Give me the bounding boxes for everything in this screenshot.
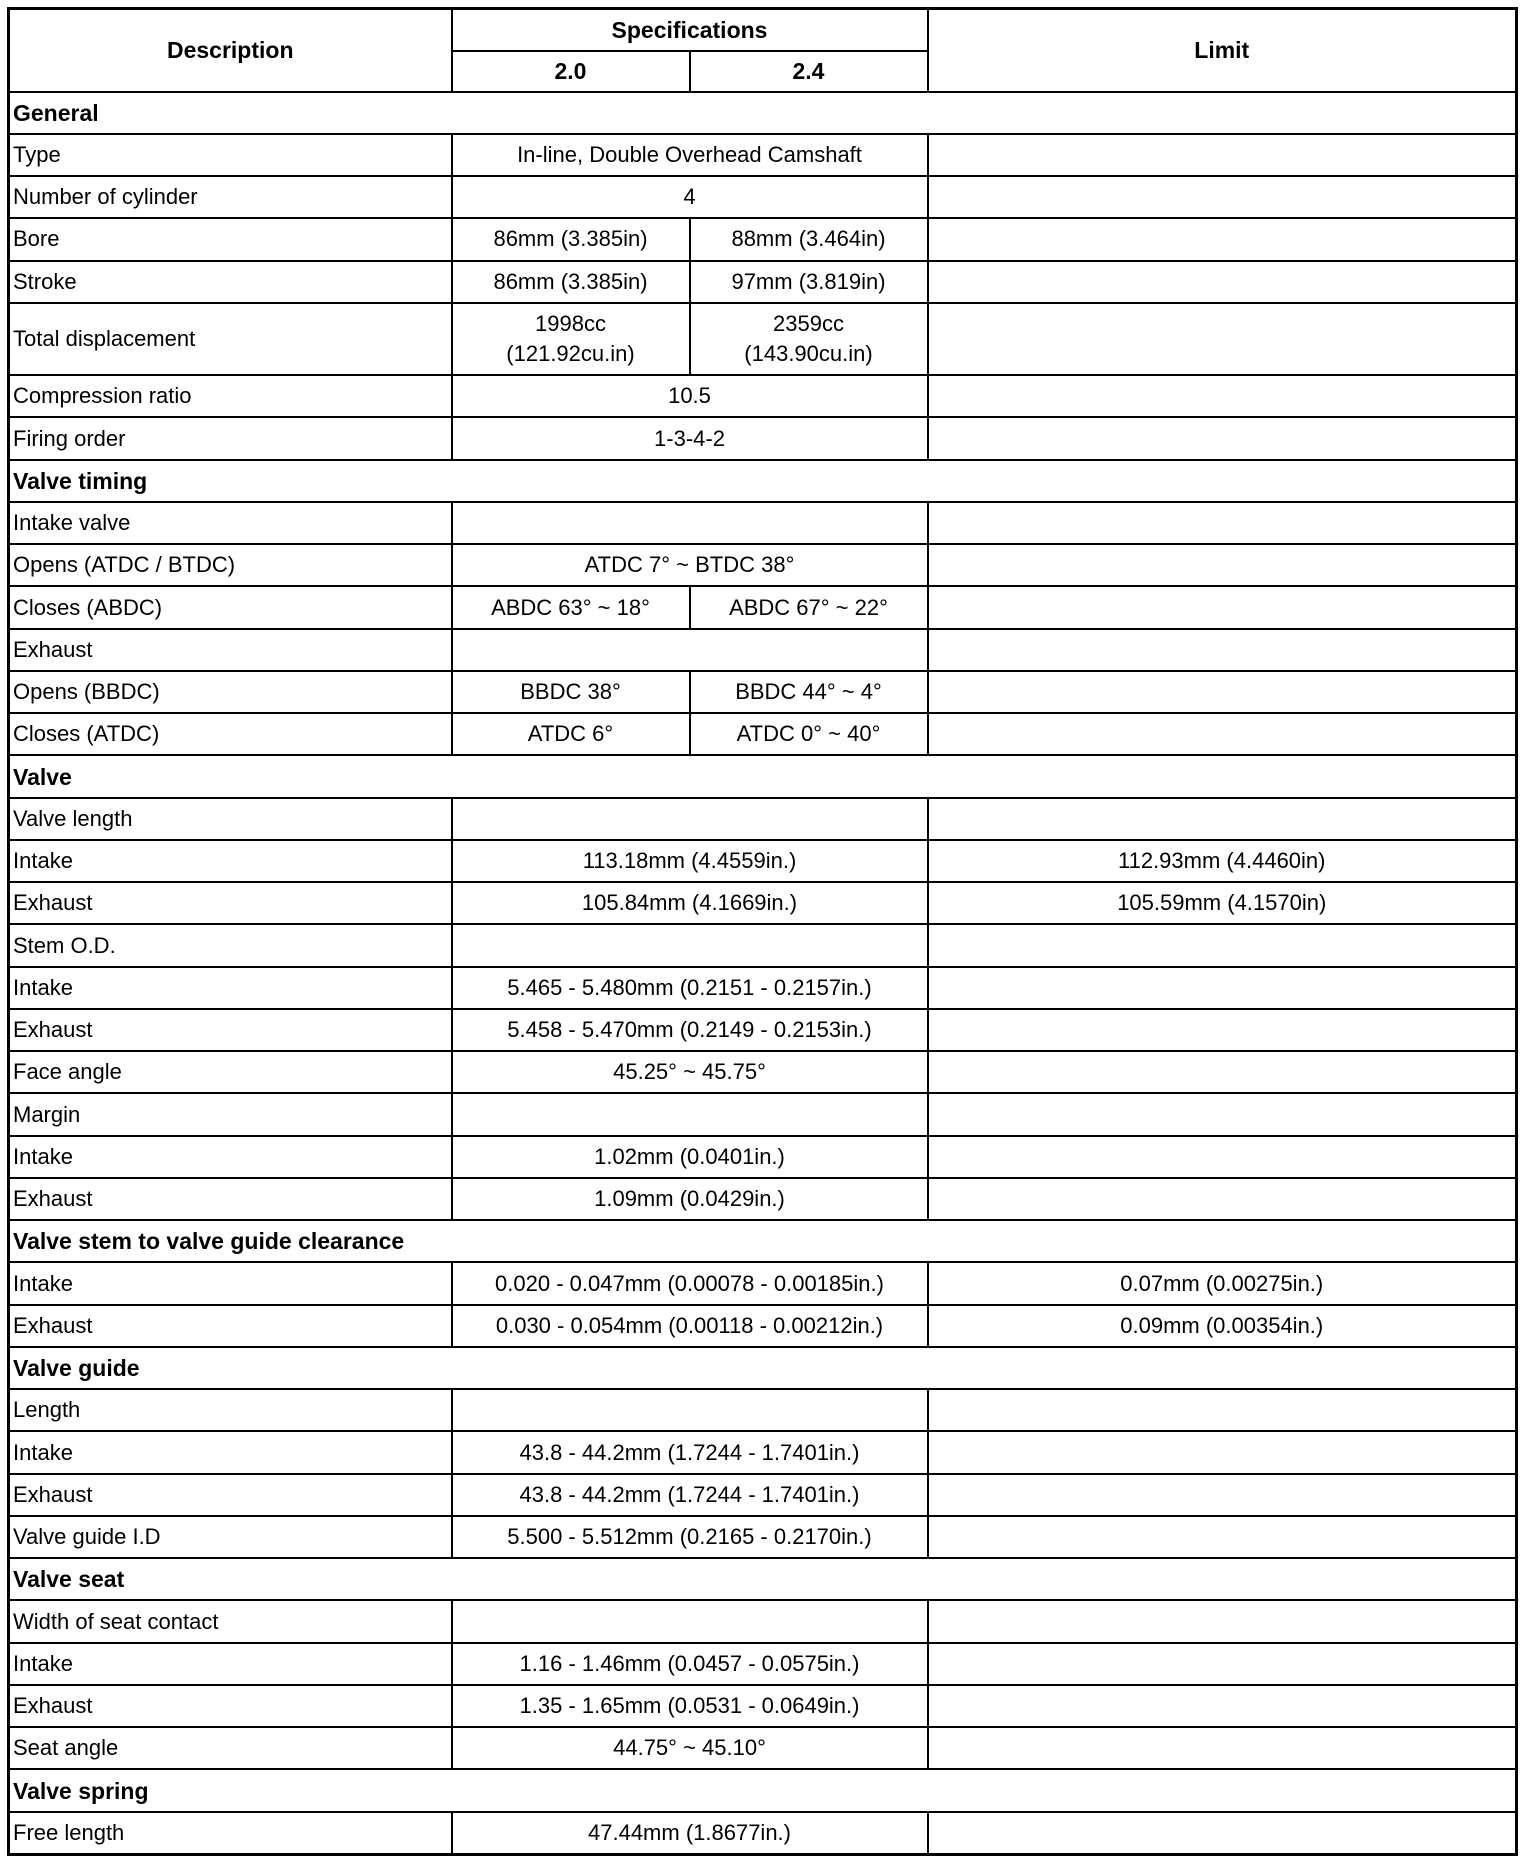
row-description: Number of cylinder — [9, 176, 452, 218]
section-row — [9, 1347, 1517, 1389]
table-row — [9, 1600, 1517, 1642]
row-description: Free length — [9, 1812, 452, 1855]
table-row — [9, 1136, 1517, 1178]
spec-2-0-value: ATDC 6° — [452, 713, 690, 755]
limit-value: 112.93mm (4.4460in) — [928, 840, 1517, 882]
variant-2-0-header: 2.0 — [452, 51, 690, 92]
spec-value: 45.25° ~ 45.75° — [452, 1051, 928, 1093]
spec-value — [452, 924, 928, 966]
spec-value: 5.458 - 5.470mm (0.2149 - 0.2153in.) — [452, 1009, 928, 1051]
limit-value — [928, 671, 1517, 713]
table-row — [9, 1178, 1517, 1220]
row-description: Exhaust — [9, 1685, 452, 1727]
spec-value: ATDC 7° ~ BTDC 38° — [452, 544, 928, 586]
limit-value — [928, 1389, 1517, 1431]
section-row — [9, 1558, 1517, 1600]
row-description: Width of seat contact — [9, 1600, 452, 1642]
table-row — [9, 671, 1517, 713]
table-row — [9, 134, 1517, 176]
table-row — [9, 502, 1517, 544]
limit-value — [928, 261, 1517, 303]
row-description: Exhaust — [9, 882, 452, 924]
table-row — [9, 1431, 1517, 1473]
spec-value — [452, 1093, 928, 1135]
row-description: Compression ratio — [9, 375, 452, 417]
spec-2-0-value: 86mm (3.385in) — [452, 218, 690, 260]
section-heading: Valve guide — [9, 1347, 1517, 1389]
table-header — [9, 9, 1517, 92]
section-heading: Valve — [9, 755, 1517, 797]
spec-value: 5.500 - 5.512mm (0.2165 - 0.2170in.) — [452, 1516, 928, 1558]
spec-value: 10.5 — [452, 375, 928, 417]
section-heading: Valve seat — [9, 1558, 1517, 1600]
limit-value — [928, 544, 1517, 586]
spec-value — [452, 798, 928, 840]
table-row — [9, 924, 1517, 966]
spec-value: 1.35 - 1.65mm (0.0531 - 0.0649in.) — [452, 1685, 928, 1727]
spec-2-4-value — [690, 303, 928, 375]
header-row-top — [9, 9, 1517, 51]
limit-value: 0.09mm (0.00354in.) — [928, 1305, 1517, 1347]
section-heading: Valve timing — [9, 460, 1517, 502]
row-description: Intake valve — [9, 502, 452, 544]
row-description: Exhaust — [9, 1178, 452, 1220]
spec-value — [452, 1600, 928, 1642]
limit-column-header: Limit — [928, 9, 1517, 92]
limit-value — [928, 629, 1517, 671]
spec-2-4-value: ABDC 67° ~ 22° — [690, 586, 928, 628]
row-description: Closes (ATDC) — [9, 713, 452, 755]
limit-value: 0.07mm (0.00275in.) — [928, 1262, 1517, 1304]
table-row — [9, 1262, 1517, 1304]
limit-value — [928, 218, 1517, 260]
table-row — [9, 1516, 1517, 1558]
section-row — [9, 1769, 1517, 1811]
limit-value — [928, 1136, 1517, 1178]
limit-value — [928, 1474, 1517, 1516]
section-row — [9, 755, 1517, 797]
spec-2-4-line-2: (143.90cu.in) — [744, 340, 873, 366]
section-row — [9, 1220, 1517, 1262]
table-row — [9, 1685, 1517, 1727]
limit-value — [928, 1051, 1517, 1093]
spec-value: 1.02mm (0.0401in.) — [452, 1136, 928, 1178]
section-row — [9, 92, 1517, 134]
row-description: Closes (ABDC) — [9, 586, 452, 628]
row-description: Face angle — [9, 1051, 452, 1093]
limit-value — [928, 1431, 1517, 1473]
table-row — [9, 375, 1517, 417]
spec-value — [452, 502, 928, 544]
table-row — [9, 544, 1517, 586]
limit-value — [928, 375, 1517, 417]
row-description: Length — [9, 1389, 452, 1431]
row-description: Stroke — [9, 261, 452, 303]
table-row — [9, 1009, 1517, 1051]
table-row — [9, 176, 1517, 218]
table-row — [9, 417, 1517, 459]
spec-value: 1-3-4-2 — [452, 417, 928, 459]
limit-value — [928, 1685, 1517, 1727]
section-row — [9, 460, 1517, 502]
table-row — [9, 713, 1517, 755]
limit-value — [928, 1009, 1517, 1051]
row-description: Firing order — [9, 417, 452, 459]
spec-2-0-line-1: 1998cc — [535, 310, 606, 336]
table-row — [9, 629, 1517, 671]
limit-value — [928, 798, 1517, 840]
section-heading: Valve spring — [9, 1769, 1517, 1811]
row-description: Intake — [9, 1431, 452, 1473]
row-description: Type — [9, 134, 452, 176]
table-row — [9, 1474, 1517, 1516]
row-description: Intake — [9, 1262, 452, 1304]
limit-value — [928, 1178, 1517, 1220]
spec-value: 47.44mm (1.8677in.) — [452, 1812, 928, 1855]
spec-2-0-line-2: (121.92cu.in) — [506, 340, 635, 366]
table-row — [9, 1727, 1517, 1769]
limit-value — [928, 134, 1517, 176]
table-row — [9, 798, 1517, 840]
spec-2-0-value: 86mm (3.385in) — [452, 261, 690, 303]
section-heading: Valve stem to valve guide clearance — [9, 1220, 1517, 1262]
table-row — [9, 303, 1517, 375]
spec-2-0-value: BBDC 38° — [452, 671, 690, 713]
limit-value — [928, 1600, 1517, 1642]
limit-value — [928, 1727, 1517, 1769]
limit-value — [928, 924, 1517, 966]
row-description: Intake — [9, 967, 452, 1009]
spec-value — [452, 629, 928, 671]
specifications-column-header: Specifications — [452, 9, 928, 51]
table-row — [9, 261, 1517, 303]
row-description: Exhaust — [9, 629, 452, 671]
table-row — [9, 586, 1517, 628]
spec-2-4-value: 88mm (3.464in) — [690, 218, 928, 260]
table-row — [9, 1051, 1517, 1093]
row-description: Intake — [9, 1643, 452, 1685]
table-row — [9, 1305, 1517, 1347]
limit-value — [928, 1643, 1517, 1685]
row-description: Opens (ATDC / BTDC) — [9, 544, 452, 586]
spec-value: 44.75° ~ 45.10° — [452, 1727, 928, 1769]
limit-value — [928, 1516, 1517, 1558]
spec-value: 0.030 - 0.054mm (0.00118 - 0.00212in.) — [452, 1305, 928, 1347]
spec-value: 113.18mm (4.4559in.) — [452, 840, 928, 882]
row-description: Total displacement — [9, 303, 452, 375]
spec-2-4-line-1: 2359cc — [773, 310, 844, 336]
spec-value: 0.020 - 0.047mm (0.00078 - 0.00185in.) — [452, 1262, 928, 1304]
table-row — [9, 882, 1517, 924]
row-description: Seat angle — [9, 1727, 452, 1769]
spec-value: 43.8 - 44.2mm (1.7244 - 1.7401in.) — [452, 1474, 928, 1516]
spec-value: 5.465 - 5.480mm (0.2151 - 0.2157in.) — [452, 967, 928, 1009]
description-column-header: Description — [9, 9, 452, 92]
limit-value — [928, 1093, 1517, 1135]
table-row — [9, 1643, 1517, 1685]
spec-value — [452, 1389, 928, 1431]
limit-value — [928, 176, 1517, 218]
limit-value — [928, 417, 1517, 459]
table-row — [9, 1812, 1517, 1855]
section-heading: General — [9, 92, 1517, 134]
table-row — [9, 1389, 1517, 1431]
limit-value — [928, 1812, 1517, 1855]
limit-value — [928, 502, 1517, 544]
limit-value — [928, 303, 1517, 375]
row-description: Valve length — [9, 798, 452, 840]
spec-2-0-value — [452, 303, 690, 375]
row-description: Opens (BBDC) — [9, 671, 452, 713]
spec-value: 1.16 - 1.46mm (0.0457 - 0.0575in.) — [452, 1643, 928, 1685]
variant-2-4-header: 2.4 — [690, 51, 928, 92]
spec-value: 4 — [452, 176, 928, 218]
row-description: Intake — [9, 1136, 452, 1178]
spec-2-4-value: BBDC 44° ~ 4° — [690, 671, 928, 713]
row-description: Bore — [9, 218, 452, 260]
table-body — [9, 92, 1517, 1855]
row-description: Exhaust — [9, 1009, 452, 1051]
row-description: Stem O.D. — [9, 924, 452, 966]
row-description: Exhaust — [9, 1305, 452, 1347]
engine-specifications-table — [7, 7, 1518, 1856]
row-description: Intake — [9, 840, 452, 882]
spec-value: 43.8 - 44.2mm (1.7244 - 1.7401in.) — [452, 1431, 928, 1473]
table-row — [9, 1093, 1517, 1135]
row-description: Exhaust — [9, 1474, 452, 1516]
table-row — [9, 840, 1517, 882]
limit-value — [928, 967, 1517, 1009]
row-description: Margin — [9, 1093, 452, 1135]
spec-value: 1.09mm (0.0429in.) — [452, 1178, 928, 1220]
row-description: Valve guide I.D — [9, 1516, 452, 1558]
spec-2-0-value: ABDC 63° ~ 18° — [452, 586, 690, 628]
limit-value — [928, 713, 1517, 755]
spec-value: In-line, Double Overhead Camshaft — [452, 134, 928, 176]
spec-value: 105.84mm (4.1669in.) — [452, 882, 928, 924]
limit-value — [928, 586, 1517, 628]
table-row — [9, 967, 1517, 1009]
spec-2-4-value: 97mm (3.819in) — [690, 261, 928, 303]
table-row — [9, 218, 1517, 260]
spec-2-4-value: ATDC 0° ~ 40° — [690, 713, 928, 755]
limit-value: 105.59mm (4.1570in) — [928, 882, 1517, 924]
